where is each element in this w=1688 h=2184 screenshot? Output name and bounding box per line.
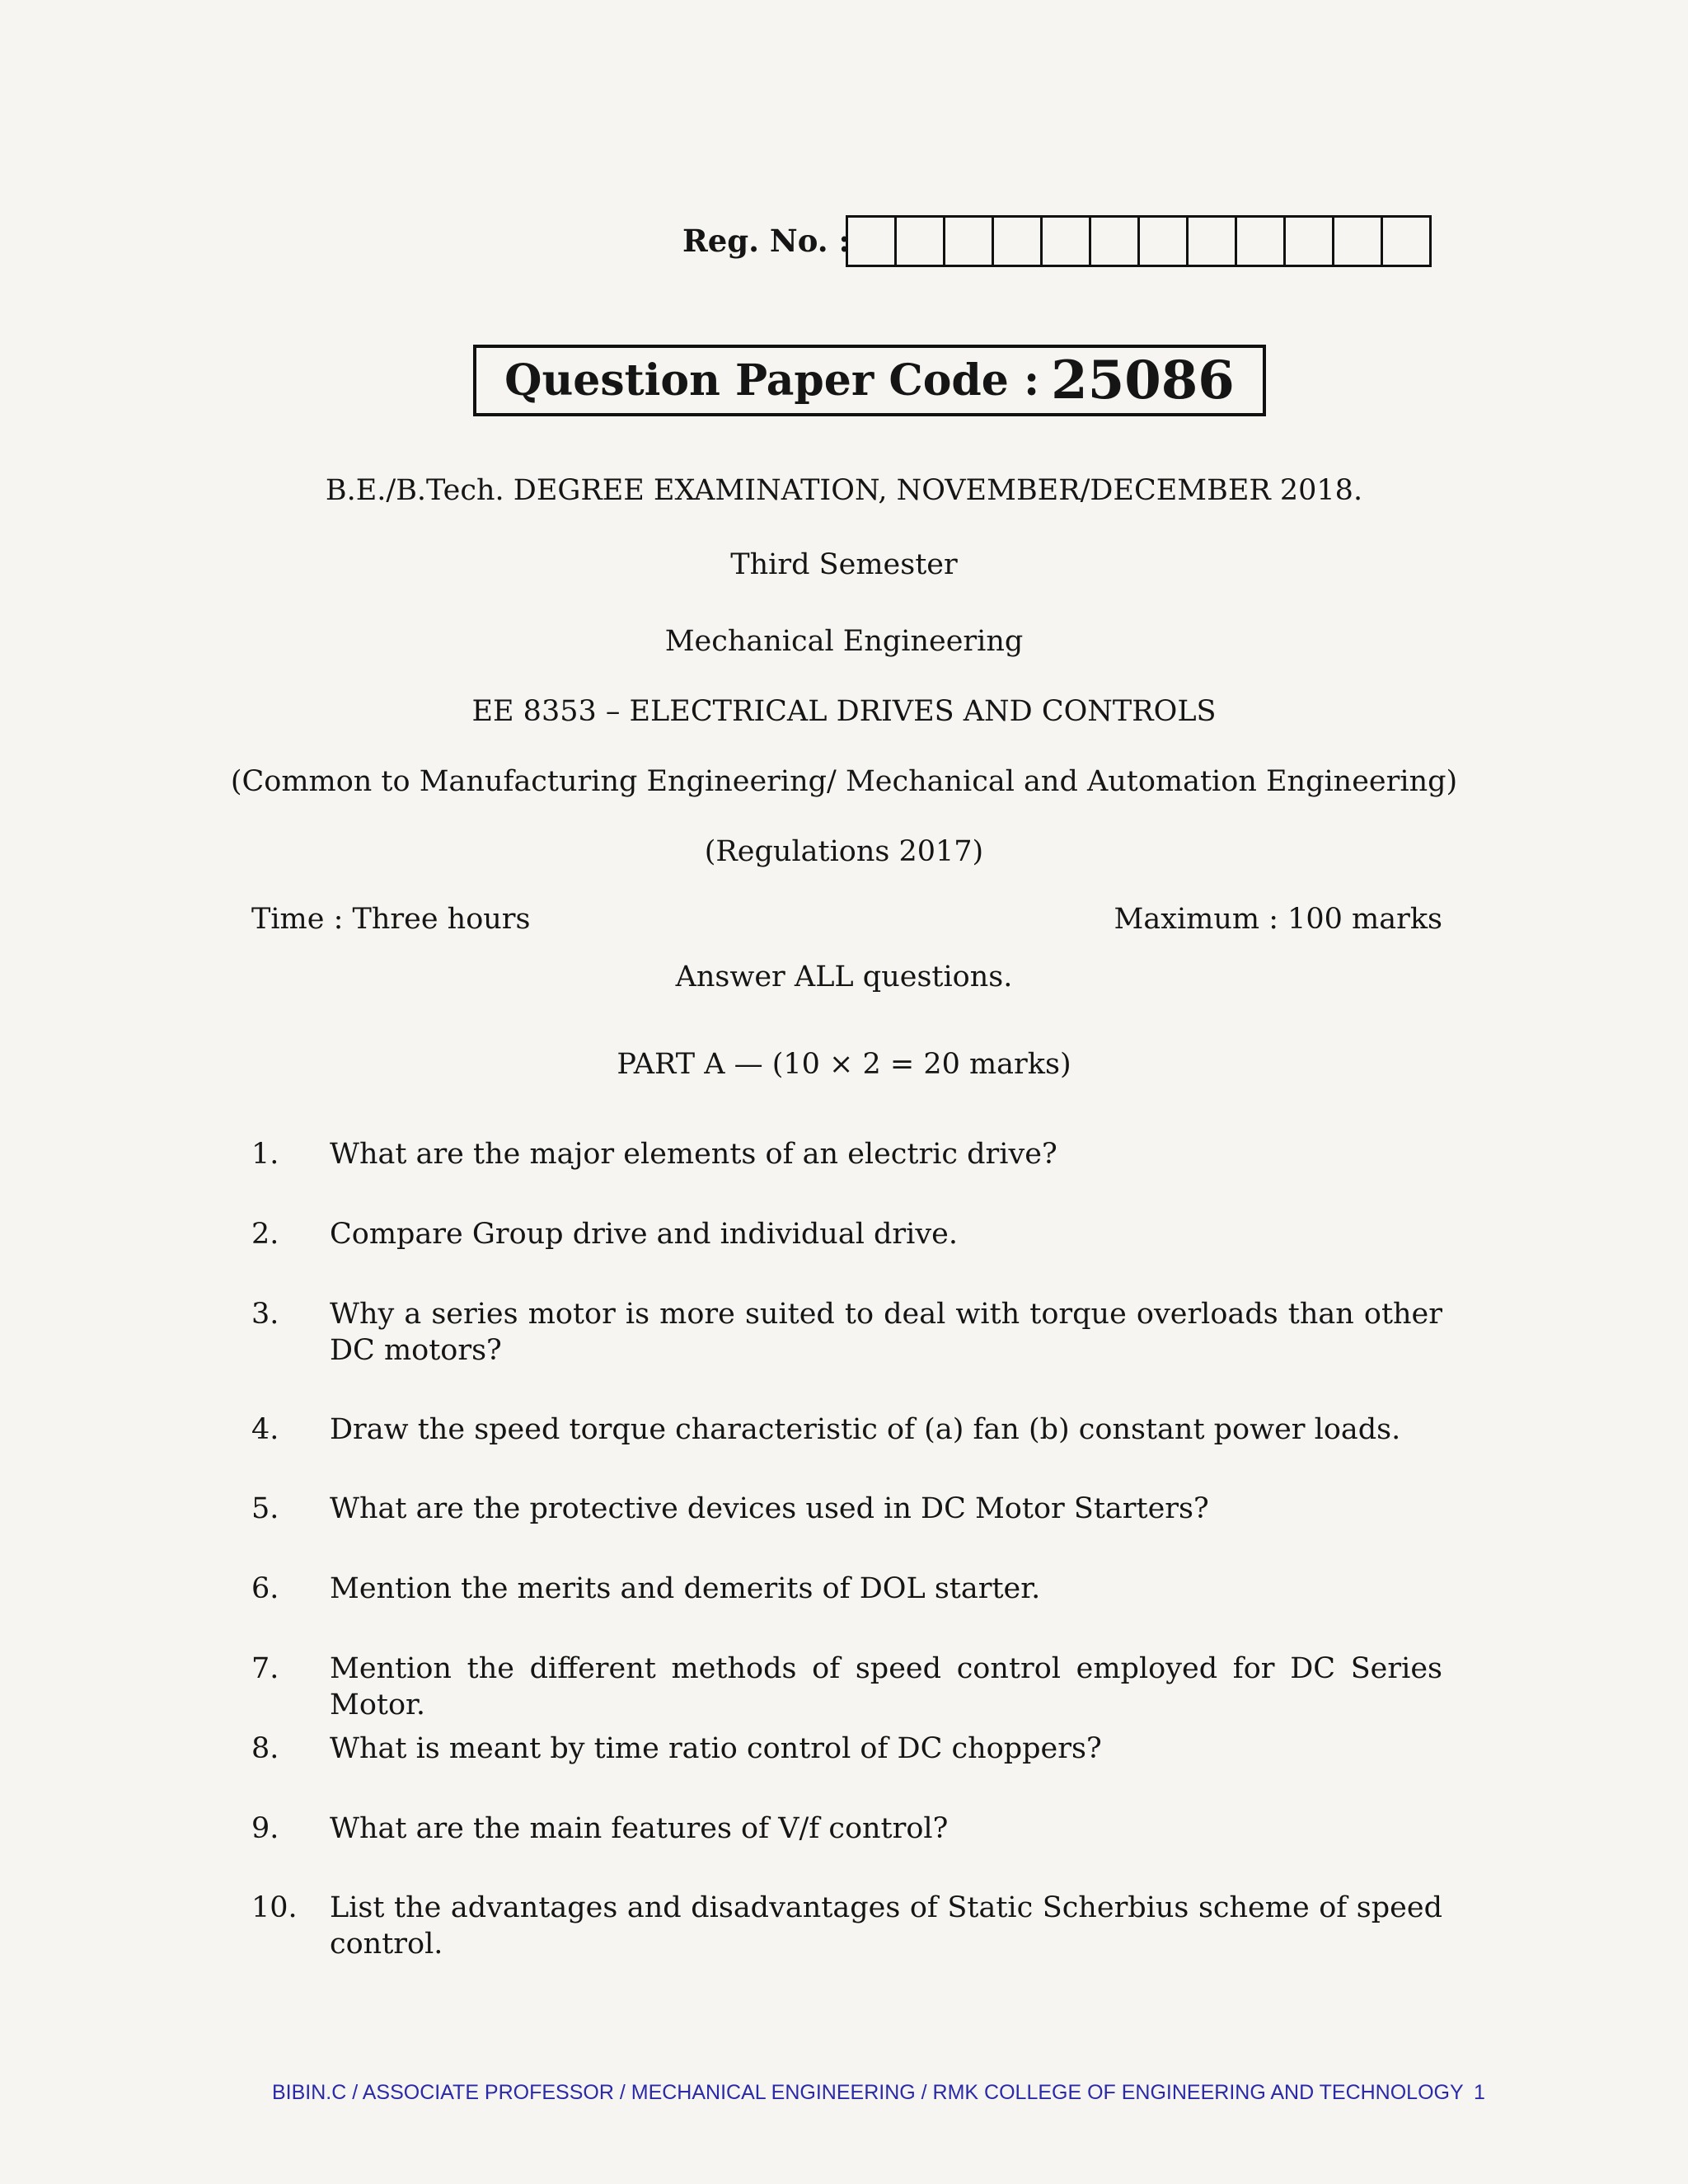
page-number: 1: [1474, 2081, 1485, 2104]
question-text: Mention the different methods of speed control employed for DC Series Motor.: [330, 1652, 1442, 1721]
question-paper-code-box: [473, 345, 1266, 416]
reg-no-digit-box[interactable]: [1383, 218, 1429, 265]
reg-no-digit-box[interactable]: [1237, 218, 1286, 265]
question-number: 1.: [251, 1138, 279, 1171]
reg-no-digit-box[interactable]: [1286, 218, 1334, 265]
reg-no-digit-box[interactable]: [1091, 218, 1140, 265]
subject: EE 8353 – ELECTRICAL DRIVES AND CONTROLS: [471, 695, 1217, 728]
question-item: [251, 1571, 1442, 1607]
question-text: Mention the merits and demerits of DOL starter.: [330, 1572, 1041, 1605]
branch: Mechanical Engineering: [664, 625, 1024, 658]
time-allowed: Time : Three hours: [251, 903, 531, 936]
reg-no-digit-box[interactable]: [1140, 218, 1189, 265]
question-item: [251, 1411, 1442, 1448]
instruction: Answer ALL questions.: [675, 960, 1013, 993]
question-text: Compare Group drive and individual drive.: [330, 1218, 958, 1251]
regulations: (Regulations 2017): [704, 835, 984, 868]
question-text: Draw the speed torque characteristic of (a) fan (b) constant power loads.: [330, 1413, 1401, 1446]
semester: Third Semester: [730, 548, 958, 581]
question-number: 3.: [251, 1298, 279, 1331]
question-item: [251, 1811, 1442, 1847]
reg-no-digit-box[interactable]: [1043, 218, 1091, 265]
question-text: What are the protective devices used in DC Motor Starters?: [330, 1492, 1209, 1525]
code-label: Question Paper Code :: [504, 355, 1040, 406]
reg-no-digit-box[interactable]: [897, 218, 945, 265]
question-number: 10.: [251, 1891, 298, 1924]
time-marks-row: [251, 903, 1442, 936]
question-item: [251, 1216, 1442, 1252]
code-number: 25086: [1051, 350, 1235, 411]
question-number: 7.: [251, 1652, 279, 1685]
question-item: [251, 1731, 1442, 1767]
question-number: 8.: [251, 1732, 279, 1765]
question-item: [251, 1651, 1442, 1723]
common-to: (Common to Manufacturing Engineering/ Mechanical and Automation Engineering): [230, 765, 1458, 798]
footer-credit: BIBIN.C / ASSOCIATE PROFESSOR / MECHANICAL ENGINEERING / RMK COLLEGE OF ENGINEERING AND TECHNOLOGY: [272, 2081, 1464, 2104]
question-number: 5.: [251, 1492, 279, 1525]
question-text: What are the major elements of an electric drive?: [330, 1138, 1057, 1171]
reg-no-digit-box[interactable]: [848, 218, 897, 265]
part-heading: PART A — (10 × 2 = 20 marks): [617, 1048, 1071, 1081]
question-text: What is meant by time ratio control of DC choppers?: [330, 1732, 1102, 1765]
question-number: 6.: [251, 1572, 279, 1605]
exam-title: B.E./B.Tech. DEGREE EXAMINATION, NOVEMBER/DECEMBER 2018.: [325, 474, 1363, 507]
question-item: [251, 1491, 1442, 1527]
question-number: 2.: [251, 1218, 279, 1251]
reg-no-digit-box[interactable]: [1189, 218, 1237, 265]
reg-no-boxes[interactable]: [846, 215, 1432, 267]
reg-no-digit-box[interactable]: [1334, 218, 1383, 265]
question-item: [251, 1296, 1442, 1369]
question-text: What are the main features of V/f control?: [330, 1812, 949, 1845]
reg-no-digit-box[interactable]: [945, 218, 994, 265]
question-number: 4.: [251, 1413, 279, 1446]
max-marks: Maximum : 100 marks: [1114, 903, 1442, 936]
question-number: 9.: [251, 1812, 279, 1845]
reg-no-digit-box[interactable]: [994, 218, 1043, 265]
question-item: [251, 1136, 1442, 1172]
question-text: List the advantages and disadvantages of Static Scherbius scheme of speed control.: [330, 1891, 1442, 1961]
question-item: [251, 1890, 1442, 1962]
reg-no-label: Reg. No. :: [682, 223, 851, 259]
question-text: Why a series motor is more suited to deal with torque overloads than other DC motors?: [330, 1298, 1442, 1367]
